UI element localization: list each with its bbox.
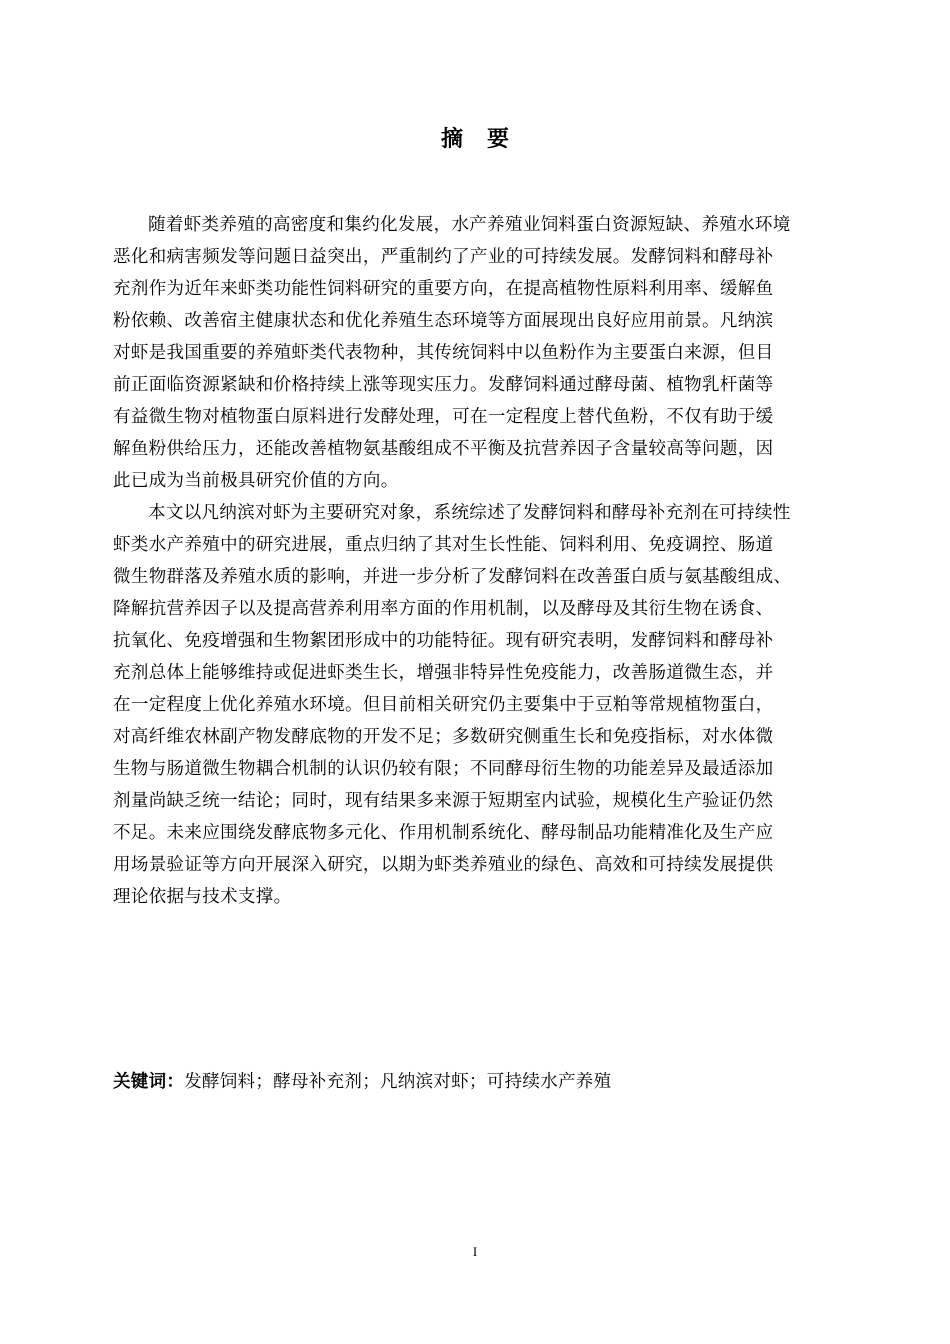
paragraph-line: 本文以凡纳滨对虾为主要研究对象，系统综述了发酵饲料和酵母补充剂在可持续性 <box>148 503 791 523</box>
page-number: I <box>472 1244 478 1259</box>
paragraph-line: 用场景验证等方向开展深入研究，以期为虾类养殖业的绿色、高效和可持续发展提供 <box>113 855 774 875</box>
paragraph-line: 随着虾类养殖的高密度和集约化发展，水产养殖业饲料蛋白资源短缺、养殖水环境 <box>148 215 791 235</box>
paragraph-line: 恶化和病害频发等问题日益突出，严重制约了产业的可持续发展。发酵饲料和酵母补 <box>113 247 774 267</box>
paragraph-line: 此已成为当前极具研究价值的方向。 <box>113 471 399 491</box>
paragraph-2 <box>113 497 835 913</box>
paragraph-line: 微生物群落及养殖水质的影响，并进一步分析了发酵饲料在改善蛋白质与氨基酸组成、 <box>113 567 792 587</box>
paragraph-line: 前正面临资源紧缺和价格持续上涨等现实压力。发酵饲料通过酵母菌、植物乳杆菌等 <box>113 375 774 395</box>
paragraph-line: 充剂总体上能够维持或促进虾类生长，增强非特异性免疫能力，改善肠道微生态，并 <box>113 663 774 683</box>
paragraph-line: 剂量尚缺乏统一结论；同时，现有结果多来源于短期室内试验，规模化生产验证仍然 <box>113 791 774 811</box>
paragraph-line: 在一定程度上优化养殖水环境。但目前相关研究仍主要集中于豆粕等常规植物蛋白， <box>113 695 774 715</box>
paragraph-line: 不足。未来应围绕发酵底物多元化、作用机制系统化、酵母制品功能精准化及生产应 <box>113 823 774 843</box>
paragraph-line: 虾类水产养殖中的研究进展，重点归纳了其对生长性能、饲料利用、免疫调控、肠道 <box>113 535 774 555</box>
paragraph-line: 生物与肠道微生物耦合机制的认识仍较有限；不同酵母衍生物的功能差异及最适添加 <box>113 759 774 779</box>
keywords-text: 发酵饲料；酵母补充剂；凡纳滨对虾；可持续水产养殖 <box>184 1072 612 1092</box>
paragraph-line: 有益微生物对植物蛋白原料进行发酵处理，可在一定程度上替代鱼粉，不仅有助于缓 <box>113 407 774 427</box>
paragraph-line: 对高纤维农林副产物发酵底物的开发不足；多数研究侧重生长和免疫指标，对水体微 <box>113 727 774 747</box>
paragraph-1 <box>113 209 835 497</box>
paragraph-line: 对虾是我国重要的养殖虾类代表物种，其传统饲料中以鱼粉作为主要蛋白来源，但目 <box>113 343 774 363</box>
paragraph-line: 充剂作为近年来虾类功能性饲料研究的重要方向，在提高植物性原料利用率、缓解鱼 <box>113 279 774 299</box>
abstract-body <box>113 209 835 913</box>
keywords-line <box>113 1066 611 1098</box>
paragraph-line: 解鱼粉供给压力，还能改善植物氨基酸组成不平衡及抗营养因子含量较高等问题，因 <box>113 439 774 459</box>
paragraph-line: 降解抗营养因子以及提高营养利用率方面的作用机制，以及酵母及其衍生物在诱食、 <box>113 599 774 619</box>
page-title: 摘要 <box>440 127 533 152</box>
paragraph-line: 抗氧化、免疫增强和生物絮团形成中的功能特征。现有研究表明，发酵饲料和酵母补 <box>113 631 774 651</box>
paragraph-line: 粉依赖、改善宿主健康状态和优化养殖生态环境等方面展现出良好应用前景。凡纳滨 <box>113 311 774 331</box>
keywords-label: 关键词： <box>113 1072 185 1092</box>
paragraph-line: 理论依据与技术支撑。 <box>113 887 292 907</box>
